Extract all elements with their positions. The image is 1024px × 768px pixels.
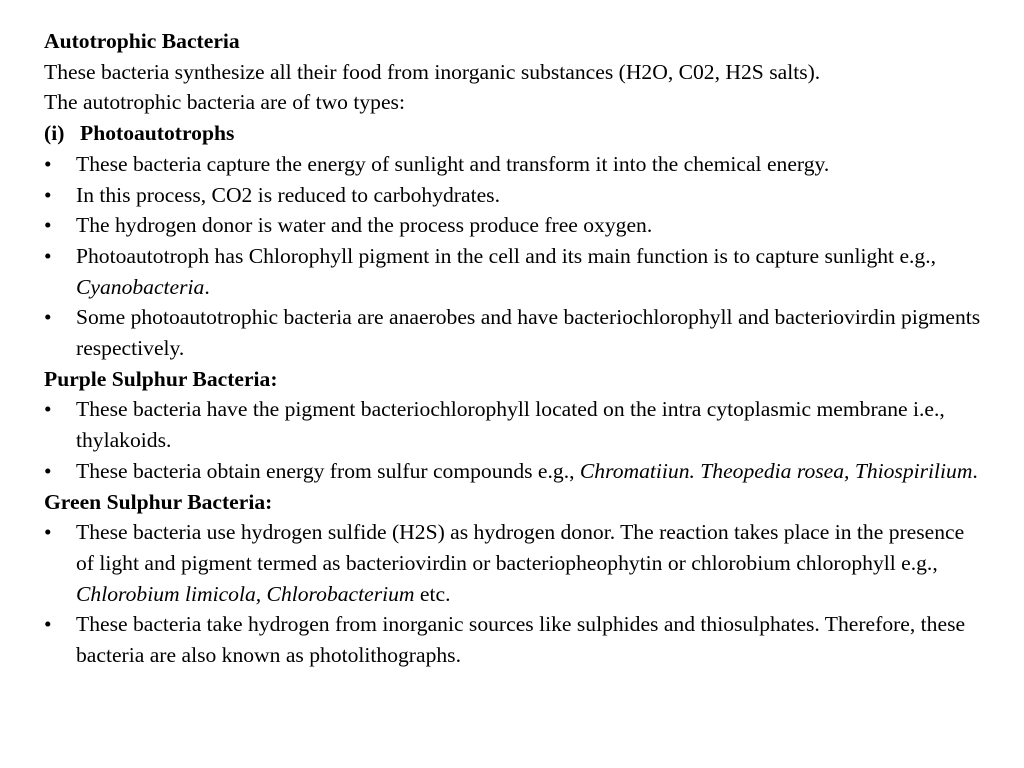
bullet-text: . [204,274,210,299]
bullet-text: These bacteria have the pigment bacteriochlorophyll located on the intra cytoplasmic membrane i.e., thylakoids. [76,397,945,453]
bullet-dot-icon: • [44,397,52,422]
section [44,487,984,671]
sections-container [44,118,984,671]
section-heading-text: Purple Sulphur Bacteria: [44,366,278,391]
bullet-text: These bacteria take hydrogen from inorganic sources like sulphides and thiosulphates. Therefore, these bacteria are also known as photolithographs. [76,612,966,668]
bullet-item [44,609,984,670]
bullet-list [44,517,984,671]
section-heading [44,364,984,395]
bullet-text: etc. [414,581,451,606]
bullet-list [44,149,984,364]
bullet-dot-icon: • [44,243,52,268]
bullet-text: Some photoautotrophic bacteria are anaerobes and have bacteriochlorophyll and bacteriovirdin pigments respectively. [76,305,981,361]
intro-line: The autotrophic bacteria are of two types: [44,90,405,115]
bullet-item [44,517,984,609]
species-name: Chromatiiun. Theopedia rosea, Thiospirilium [579,458,973,483]
bullet-item [44,394,984,455]
section-marker: (i) [44,121,65,146]
section-heading [44,118,984,149]
bullet-text: These bacteria use hydrogen sulfide (H2S) as hydrogen donor. The reaction takes place in the presence of light and pigment termed as bacteriovirdin or bacteriopheophytin or chlorobium chlorophyll e.g., [76,520,965,575]
bullet-dot-icon: • [44,520,52,545]
bullet-text: Photoautotroph has Chlorophyll pigment in the cell and its main function is to capture sunlight e.g., [76,243,937,268]
bullet-dot-icon: • [44,182,52,207]
bullet-dot-icon: • [44,151,52,176]
bullet-item [44,210,984,241]
bullet-text: . [972,458,978,483]
section-heading [44,487,984,518]
bullet-text: The hydrogen donor is water and the process produce free oxygen. [76,213,653,238]
bullet-item [44,302,984,363]
bullet-dot-icon: • [44,458,52,483]
bullet-dot-icon: • [44,612,52,637]
bullet-list [44,394,984,486]
species-name: Cyanobacteria [76,274,205,299]
species-name: Chlorobium limicola, Chlorobacterium [76,581,415,606]
section [44,118,984,364]
section [44,364,984,487]
section-heading-text: Photoautotrophs [80,121,235,146]
bullet-text: In this process, CO2 is reduced to carbohydrates. [76,182,500,207]
bullet-text: These bacteria obtain energy from sulfur compounds e.g., [76,458,580,483]
intro-line: These bacteria synthesize all their food from inorganic substances (H2O, C02, H2S salts). [44,59,821,84]
bullet-item [44,456,984,487]
bullet-item [44,180,984,211]
slide-title: Autotrophic Bacteria [44,29,240,53]
bullet-dot-icon: • [44,305,52,330]
bullet-item [44,241,984,302]
bullet-item [44,149,984,180]
section-heading-text: Green Sulphur Bacteria: [44,489,273,514]
bullet-text: These bacteria capture the energy of sunlight and transform it into the chemical energy. [76,151,830,176]
bullet-dot-icon: • [44,213,52,238]
